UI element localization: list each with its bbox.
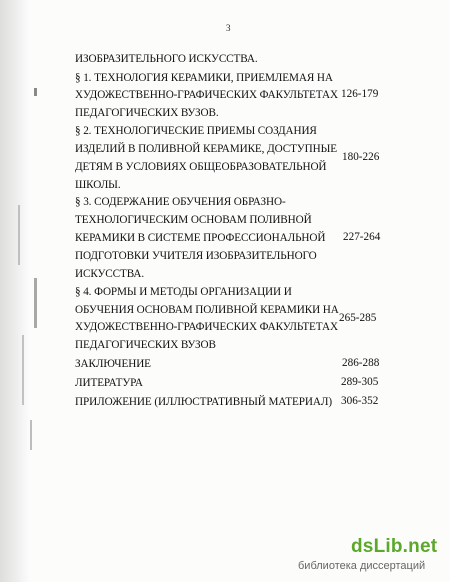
toc-line: ПЕДАГОГИЧЕСКИХ ВУЗОВ. [75, 107, 219, 119]
toc-line: § 2. ТЕХНОЛОГИЧЕСКИЕ ПРИЕМЫ СОЗДАНИЯ [75, 125, 317, 137]
dslib-logo[interactable]: dsLib.net [351, 536, 438, 557]
toc-page-range: 306-352 [341, 395, 379, 407]
toc-line: § 4. ФОРМЫ И МЕТОДЫ ОРГАНИЗАЦИИ И [75, 286, 292, 298]
toc-line: КЕРАМИКИ В СИСТЕМЕ ПРОФЕССИОНАЛЬНОЙ [75, 232, 326, 244]
toc-line: ПЕДАГОГИЧЕСКИХ ВУЗОВ [75, 339, 216, 351]
dslib-tagline: библиотека диссертаций [298, 560, 426, 572]
toc-line: ТЕХНОЛОГИЧЕСКИМ ОСНОВАМ ПОЛИВНОЙ [75, 214, 312, 226]
toc-line: ХУДОЖЕСТВЕННО-ГРАФИЧЕСКИХ ФАКУЛЬТЕТАХ [75, 89, 338, 101]
scan-artifact [22, 335, 24, 405]
toc-page-range: 265-285 [339, 312, 377, 324]
scan-artifact [18, 205, 20, 265]
toc-line: ПРИЛОЖЕНИЕ (ИЛЛЮСТРАТИВНЫЙ МАТЕРИАЛ) [75, 396, 332, 408]
toc-page-range: 289-305 [341, 376, 379, 388]
toc-line: ИСКУССТВА. [75, 268, 145, 280]
toc-page-range: 227-264 [343, 231, 381, 243]
toc-page-range: 180-226 [342, 151, 380, 163]
page-number: 3 [226, 23, 231, 33]
toc-line: ЛИТЕРАТУРА [75, 377, 143, 389]
scan-artifact [34, 278, 37, 328]
toc-line: ХУДОЖЕСТВЕННО-ГРАФИЧЕСКИХ ФАКУЛЬТЕТАХ [75, 321, 338, 333]
scan-shadow-left [0, 0, 30, 582]
toc-line: ШКОЛЫ. [75, 179, 121, 191]
toc-line: ЗАКЛЮЧЕНИЕ [75, 358, 151, 370]
toc-line: ИЗДЕЛИЙ В ПОЛИВНОЙ КЕРАМИКЕ, ДОСТУПНЫЕ [75, 143, 337, 155]
toc-page-range: 286-288 [342, 357, 380, 369]
toc-page-range: 126-179 [341, 88, 379, 100]
toc-line: ОБУЧЕНИЯ ОСНОВАМ ПОЛИВНОЙ КЕРАМИКИ НА [75, 304, 339, 316]
toc-line: § 1. ТЕХНОЛОГИЯ КЕРАМИКИ, ПРИЕМЛЕМАЯ НА [75, 72, 333, 84]
toc-line: ПОДГОТОВКИ УЧИТЕЛЯ ИЗОБРАЗИТЕЛЬНОГО [75, 250, 317, 262]
toc-line: ДЕТЯМ В УСЛОВИЯХ ОБЩЕОБРАЗОВАТЕЛЬНОЙ [75, 161, 327, 173]
toc-line: ИЗОБРАЗИТЕЛЬНОГО ИСКУССТВА. [75, 53, 258, 65]
scan-artifact [34, 88, 37, 96]
dslib-watermark[interactable] [288, 536, 438, 574]
toc-line: § 3. СОДЕРЖАНИЕ ОБУЧЕНИЯ ОБРАЗНО- [75, 196, 286, 208]
scan-artifact [30, 420, 32, 450]
